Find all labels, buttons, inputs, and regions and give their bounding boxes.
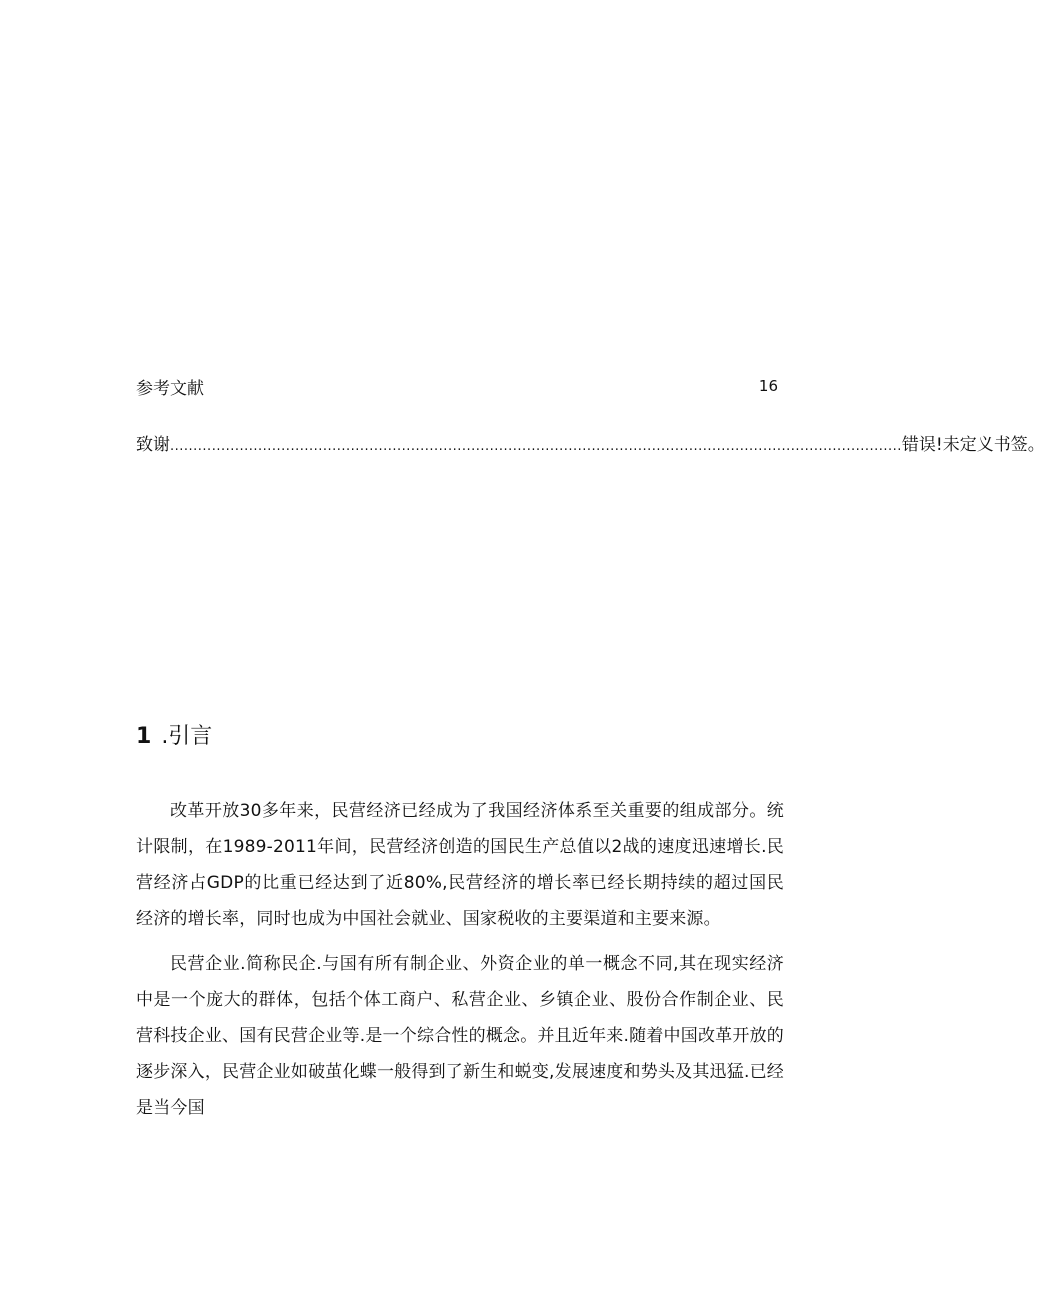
paragraph: 改革开放30多年来，民营经济已经成为了我国经济体系至关重要的组成部分。统计限制，在1989-2011年间，民营经济创造的国民生产总值以2战的速度迅速增长.民营经济占GDP的比重已经达到了近80%,民营经济的增长率已经长期持续的超过国民经济的增长率，同时也成为中国社会就业、国家税收的主要渠道和主要来源。 <box>136 801 784 929</box>
toc-dot-leader: .............................................................................................................................................................. <box>170 439 902 454</box>
toc-label: 参考文献 <box>136 379 204 399</box>
toc-entry-references[interactable] <box>136 377 778 403</box>
body-text <box>136 793 784 1135</box>
toc-label: 致谢 <box>136 435 170 455</box>
toc-page-number: 16 <box>758 377 778 395</box>
toc-entry-acknowledgments[interactable] <box>136 433 1045 459</box>
toc-bookmark-error: 错误!未定义书签。 <box>901 435 1045 455</box>
section-number: 1 <box>136 724 152 749</box>
section-heading <box>136 722 212 752</box>
section-title: .引言 <box>161 724 213 749</box>
paragraph: 民营企业.简称民企.与国有所有制企业、外资企业的单一概念不同,其在现实经济中是一个庞大的群体，包括个体工商户、私营企业、乡镇企业、股份合作制企业、民营科技企业、国有民营企业等.是一个综合性的概念。并且近年来.随着中国改革开放的逐步深入，民营企业如破茧化蝶一般得到了新生和蜕变,发展速度和势头及其迅猛.已经是当今国 <box>136 954 784 1118</box>
